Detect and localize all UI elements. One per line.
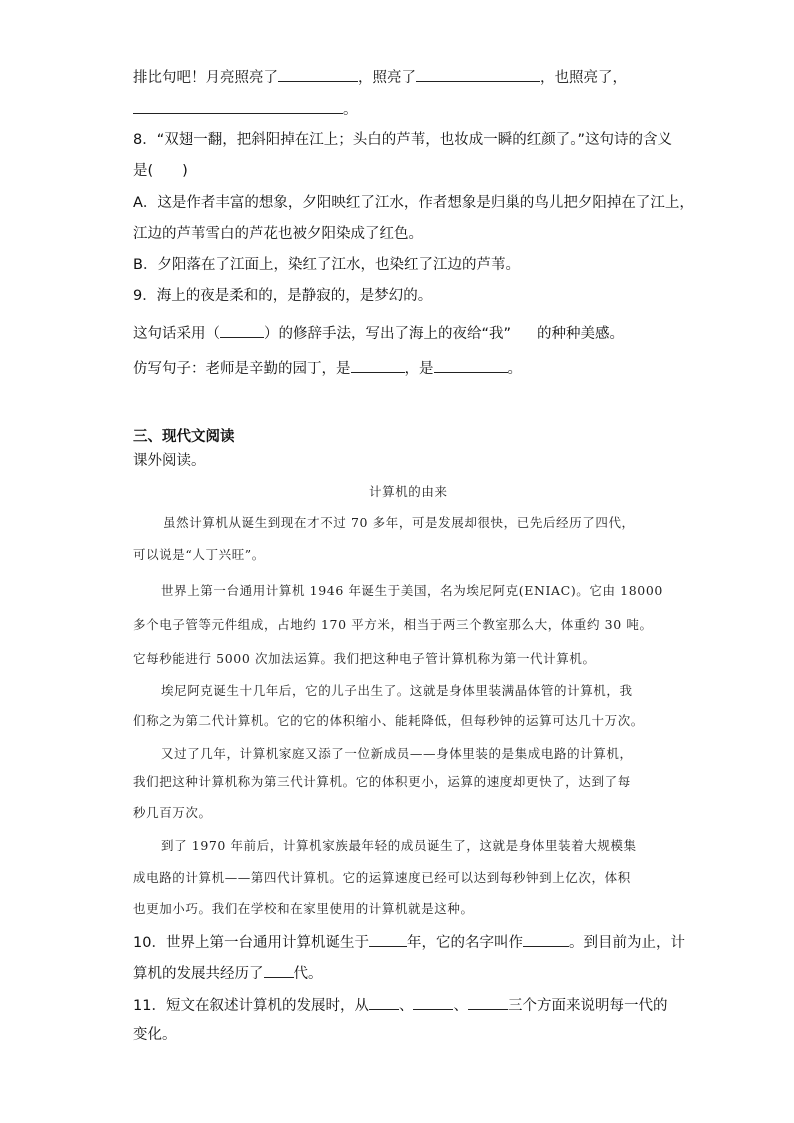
q9-line2 bbox=[133, 357, 522, 379]
passage-p2-line3: 它每秒能进行 5000 次加法运算。我们把这种电子管计算机称为第一代计算机。 bbox=[133, 651, 596, 666]
q8-option-a-line1[interactable]: A．这是作者丰富的想象，夕阳映红了江水，作者想象是归巢的鸟儿把夕阳掉在了江上， bbox=[133, 195, 694, 211]
q9-blank-2[interactable] bbox=[434, 357, 508, 373]
q9-blank-rhetoric[interactable] bbox=[220, 322, 264, 338]
q9-line1 bbox=[133, 322, 624, 344]
q7-tail-line2 bbox=[133, 98, 358, 120]
passage-p4-line1: 又过了几年，计算机家庭又添了一位新成员——身体里装的是集成电路的计算机， bbox=[161, 746, 633, 761]
q8-stem-line2: 是( ) bbox=[133, 163, 188, 179]
q7-text: ，也照亮了， bbox=[540, 70, 627, 86]
q10-text: 10．世界上第一台通用计算机诞生于 bbox=[133, 935, 369, 951]
q8-stem-line1: 8．“双翅一翻，把斜阳掉在江上；头白的芦苇，也妆成一瞬的红颜了。”这句诗的含义 bbox=[133, 132, 672, 148]
q7-tail-line1 bbox=[133, 66, 627, 88]
q9-blank-1[interactable] bbox=[351, 357, 405, 373]
q10-text: 算机的发展共经历了 bbox=[133, 966, 264, 982]
passage-p5-line2: 成电路的计算机——第四代计算机。它的运算速度已经可以达到每秒钟到上亿次，体积 bbox=[133, 870, 631, 885]
q11-line2: 变化。 bbox=[133, 1027, 177, 1043]
q11-line1 bbox=[133, 994, 667, 1016]
passage-p1-line1: 虽然计算机从诞生到现在才不过 70 多年，可是发展却很快，已先后经历了四代， bbox=[163, 515, 635, 530]
q11-blank-3[interactable] bbox=[468, 994, 508, 1010]
q7-blank-3[interactable] bbox=[133, 98, 343, 114]
passage-p4-line3: 秒几百万次。 bbox=[133, 805, 212, 820]
q9-stem: 9．海上的夜是柔和的，是静寂的，是梦幻的。 bbox=[133, 288, 433, 304]
q10-text: 代。 bbox=[293, 966, 323, 982]
q10-text: 。到目前为止，计 bbox=[568, 935, 685, 951]
q10-blank-generations[interactable] bbox=[264, 962, 294, 978]
q7-text: ，照亮了 bbox=[358, 70, 416, 86]
q10-blank-name[interactable] bbox=[523, 931, 569, 947]
q11-text: 三个方面来说明每一代的 bbox=[507, 998, 668, 1014]
section-heading: 三、现代文阅读 bbox=[133, 429, 235, 445]
passage-p3-line1: 埃尼阿克诞生十几年后，它的儿子出生了。这就是身体里装满晶体管的计算机，我 bbox=[161, 683, 633, 698]
q11-blank-2[interactable] bbox=[413, 994, 453, 1010]
q7-text: 排比句吧！月亮照亮了 bbox=[133, 70, 278, 86]
q9-text: 仿写句子：老师是辛勤的园丁，是 bbox=[133, 361, 351, 377]
q11-text: 11．短文在叙述计算机的发展时，从 bbox=[133, 998, 369, 1014]
passage-p2-line2: 多个电子管等元件组成，占地约 170 平方米，相当于两三个教室那么大，体重约 30 吨。 bbox=[133, 617, 653, 632]
passage-p5-line3: 也更加小巧。我们在学校和在家里使用的计算机就是这种。 bbox=[133, 901, 474, 916]
q7-blank-2[interactable] bbox=[416, 66, 540, 82]
q11-text: 、 bbox=[398, 998, 414, 1014]
q9-text: ）的修辞手法，写出了海上的夜给“我” bbox=[264, 326, 512, 342]
passage-p3-line2: 们称之为第二代计算机。它的它的体积缩小、能耗降低，但每秒钟的运算可达几十万次。 bbox=[133, 713, 644, 728]
section-subheading: 课外阅读。 bbox=[133, 453, 206, 469]
q10-line2 bbox=[133, 962, 323, 984]
passage-p5-line1: 到了 1970 年前后，计算机家族最年轻的成员诞生了，这就是身体里装着大规模集 bbox=[161, 838, 637, 853]
q9-text: ，是 bbox=[404, 361, 434, 377]
q9-text: 这句话采用（ bbox=[133, 326, 220, 342]
passage-p1-line2: 可以说是“人丁兴旺”。 bbox=[133, 547, 265, 562]
passage-p4-line2: 我们把这种计算机称为第三代计算机。它的体积更小，运算的速度却更快了，达到了每 bbox=[133, 774, 631, 789]
q10-text: 年，它的名字叫作 bbox=[406, 935, 523, 951]
q11-text: 、 bbox=[453, 998, 468, 1014]
q8-option-a-line2: 江边的芦苇雪白的芦花也被夕阳染成了红色。 bbox=[133, 226, 423, 242]
q7-blank-1[interactable] bbox=[278, 66, 358, 82]
q9-text: 的种种美感。 bbox=[537, 326, 625, 342]
q10-blank-year[interactable] bbox=[369, 931, 407, 947]
q10-line1 bbox=[133, 931, 685, 953]
passage-p2-line1: 世界上第一台通用计算机 1946 年诞生于美国，名为埃尼阿克(ENIAC)。它由 18000 bbox=[161, 583, 663, 598]
q9-text: 。 bbox=[507, 361, 522, 377]
q8-option-b[interactable]: B．夕阳落在了江面上，染红了江水，也染红了江边的芦苇。 bbox=[133, 257, 520, 273]
q11-blank-1[interactable] bbox=[369, 994, 399, 1010]
passage-title: 计算机的由来 bbox=[369, 484, 448, 499]
q7-text: 。 bbox=[343, 102, 358, 118]
